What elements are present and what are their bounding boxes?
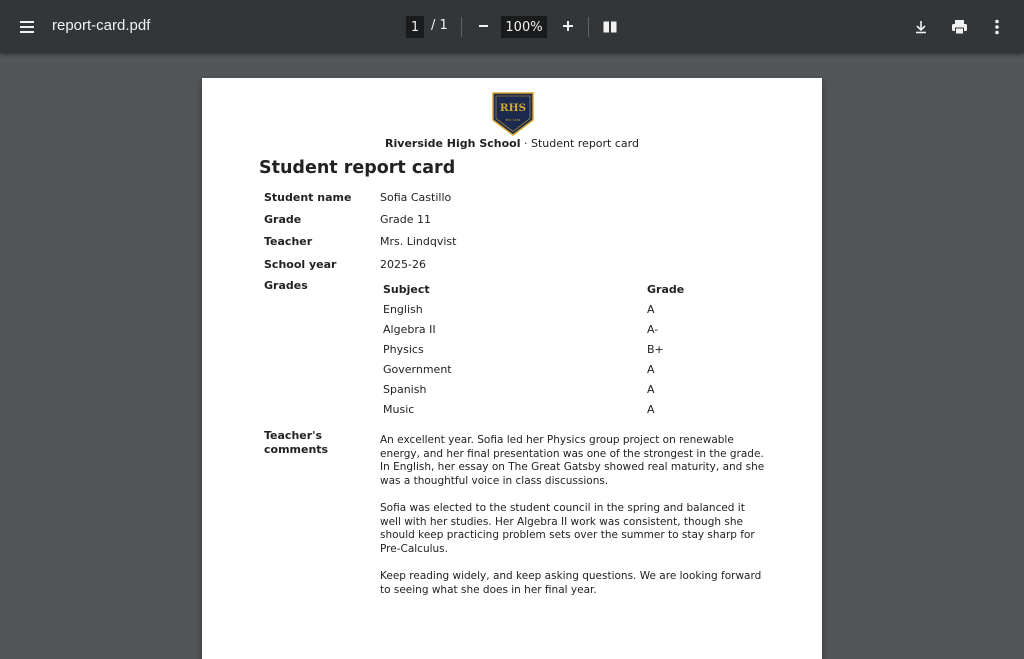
zoom-out-icon[interactable] (473, 14, 493, 38)
grades-label: Grades (264, 279, 308, 292)
student-name-label: Student name (264, 191, 352, 204)
school-year-value: 2025-26 (380, 258, 426, 271)
teacher-comments (380, 434, 766, 611)
toolbar-divider (461, 17, 462, 37)
menu-icon[interactable] (14, 14, 40, 40)
zoom-in-icon[interactable] (557, 14, 579, 38)
crest-subtext: EST. 1954 (505, 118, 521, 122)
teacher-comments-label-line2: comments (264, 443, 329, 456)
toolbar-divider (588, 17, 589, 37)
table-row (383, 403, 763, 423)
subject-cell: Spanish (383, 383, 427, 396)
teacher-value: Mrs. Lindqvist (380, 235, 457, 248)
more-vert-icon[interactable] (985, 15, 1009, 39)
comment-paragraph: Sofia was elected to the student council in the spring and balanced it well with her studies. Her Algebra II work was consistent, though she should keep practicing problem sets over the summer to stay sharp for Pre-Calculus. (380, 502, 755, 555)
teacher-comments-label (264, 429, 328, 457)
grade-value: Grade 11 (380, 213, 432, 226)
school-name: Riverside High School (385, 137, 521, 150)
subject-cell: Algebra II (383, 323, 436, 336)
table-row (383, 363, 763, 383)
grade-column-header: Grade (647, 283, 685, 296)
comment-paragraph: Keep reading widely, and keep asking questions. We are looking forward to seeing what she does in her final year. (380, 570, 762, 596)
subject-cell: Government (383, 363, 452, 376)
two-page-view-icon[interactable] (600, 16, 620, 38)
grade-cell: A (647, 403, 655, 416)
table-row (383, 303, 763, 323)
subject-cell: Music (383, 403, 415, 416)
table-row (383, 383, 763, 403)
teacher-label: Teacher (264, 235, 313, 248)
comment-paragraph: An excellent year. Sofia led her Physics group project on renewable energy, and her final presentation was one of the strongest in the grade. In English, her essay on The Great Gatsby showed real maturity, and she was a thoughtful voice in class discussions. (380, 434, 765, 487)
teacher-comments-label-line1: Teacher's (264, 429, 323, 442)
zoom-level-input[interactable]: 100% (501, 16, 547, 38)
page-total: / 1 (431, 18, 448, 33)
school-header (202, 137, 822, 150)
page-number-input[interactable]: 1 (406, 16, 424, 38)
download-icon[interactable] (909, 15, 933, 39)
grades-table (383, 283, 763, 423)
grade-cell: A (647, 363, 655, 376)
pdf-toolbar (0, 0, 1024, 53)
pdf-page (202, 78, 822, 659)
file-title: report-card.pdf (52, 17, 151, 34)
subject-column-header: Subject (383, 283, 430, 296)
subject-cell: English (383, 303, 423, 316)
student-name-value: Sofia Castillo (380, 191, 452, 204)
grade-label: Grade (264, 213, 302, 226)
table-row (383, 343, 763, 363)
print-icon[interactable] (947, 15, 971, 39)
crest-text: RHS (499, 102, 527, 114)
table-row (383, 323, 763, 343)
grade-cell: A (647, 303, 655, 316)
subject-cell: Physics (383, 343, 424, 356)
grades-table-header (383, 283, 763, 303)
grade-cell: A (647, 383, 655, 396)
document-title: Student report card (259, 158, 456, 178)
school-header-suffix: · Student report card (520, 137, 639, 150)
grade-cell: B+ (647, 343, 664, 356)
grade-cell: A- (647, 323, 659, 336)
school-year-label: School year (264, 258, 337, 271)
school-crest-icon (491, 92, 535, 136)
